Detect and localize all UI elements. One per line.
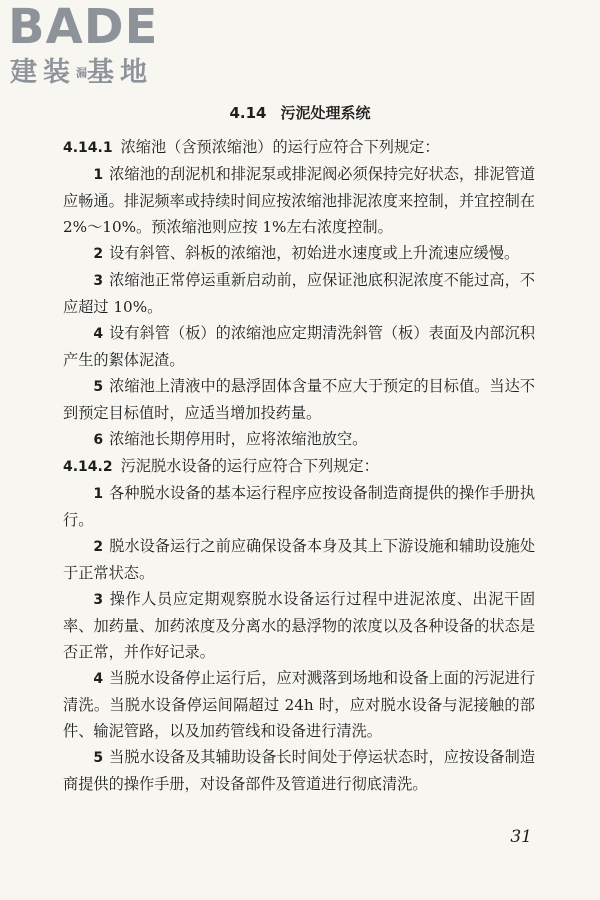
item-number: 2 — [93, 246, 104, 262]
item-number: 3 — [93, 592, 104, 608]
clause-item — [63, 586, 535, 665]
item-number: 5 — [93, 379, 104, 395]
item-number: 5 — [93, 750, 104, 766]
logo-sub-right: 基地 — [87, 57, 153, 88]
item-number: 4 — [93, 326, 104, 342]
section-heading — [0, 102, 600, 123]
clause-heading — [63, 453, 535, 480]
item-text: 操作人员应定期观察脱水设备运行过程中进泥浓度、出泥干固率、加药量、加药浓度及分离水的悬浮物的浓度以及各种设备的状态是否正常，并作好记录。 — [63, 590, 535, 661]
item-text: 脱水设备运行之前应确保设备本身及其上下游设施和辅助设施处于正常状态。 — [63, 537, 535, 582]
clause-item — [63, 426, 535, 453]
section-title: 污泥处理系统 — [280, 104, 371, 122]
clause-number: 4.14.1 — [63, 140, 113, 156]
clause-item — [63, 320, 535, 373]
item-number: 1 — [93, 167, 104, 183]
item-number: 2 — [93, 539, 104, 555]
document-body — [63, 134, 535, 797]
clause-item — [63, 267, 535, 320]
page-number: 31 — [510, 827, 532, 847]
logo-sub-left: 建装 — [10, 57, 76, 88]
item-text: 设有斜管、斜板的浓缩池，初始进水速度或上升流速应缓慢。 — [109, 244, 520, 262]
logo-sub-small: 漏 — [76, 66, 87, 80]
logo-sub-text — [10, 56, 153, 91]
clause-item — [63, 240, 535, 267]
item-number: 3 — [93, 273, 104, 289]
item-text: 当脱水设备停止运行后，应对溅落到场地和设备上面的污泥进行清洗。当脱水设备停运间隔超过 24h 时，应对脱水设备与泥接触的部件、输泥管路，以及加药管线和设备进行清洗。 — [63, 669, 535, 740]
item-text: 浓缩池的刮泥机和排泥泵或排泥阀必须保持完好状态，排泥管道应畅通。排泥频率或持续时间应按浓缩池排泥浓度来控制，并宜控制在 2%～10%。预浓缩池则应按 1%左右浓度控制。 — [63, 165, 535, 236]
clause-number: 4.14.2 — [63, 459, 113, 475]
clause-text: 浓缩池（含预浓缩池）的运行应符合下列规定： — [120, 138, 440, 156]
item-number: 4 — [93, 671, 104, 687]
item-text: 浓缩池上清液中的悬浮固体含量不应大于预定的目标值。当达不到预定目标值时，应适当增加投药量。 — [63, 377, 535, 422]
clause-heading — [63, 134, 535, 161]
item-text: 当脱水设备及其辅助设备长时间处于停运状态时，应按设备制造商提供的操作手册，对设备部件及管道进行彻底清洗。 — [63, 748, 535, 793]
item-text: 各种脱水设备的基本运行程序应按设备制造商提供的操作手册执行。 — [63, 484, 535, 529]
clause-item — [63, 533, 535, 586]
logo-main-text: BADE — [8, 0, 159, 55]
clause-item — [63, 744, 535, 797]
clause-item — [63, 480, 535, 533]
logo — [8, 2, 178, 94]
item-text: 浓缩池长期停用时，应将浓缩池放空。 — [109, 430, 368, 448]
clause-item — [63, 161, 535, 240]
clause-item — [63, 665, 535, 744]
section-number: 4.14 — [229, 104, 267, 122]
item-number: 6 — [93, 432, 104, 448]
item-number: 1 — [93, 486, 104, 502]
clause-text: 污泥脱水设备的运行应符合下列规定： — [120, 457, 379, 475]
item-text: 浓缩池正常停运重新启动前，应保证池底积泥浓度不能过高，不应超过 10%。 — [63, 271, 535, 316]
clause-item — [63, 373, 535, 426]
item-text: 设有斜管（板）的浓缩池应定期清洗斜管（板）表面及内部沉积产生的絮体泥渣。 — [63, 324, 535, 369]
